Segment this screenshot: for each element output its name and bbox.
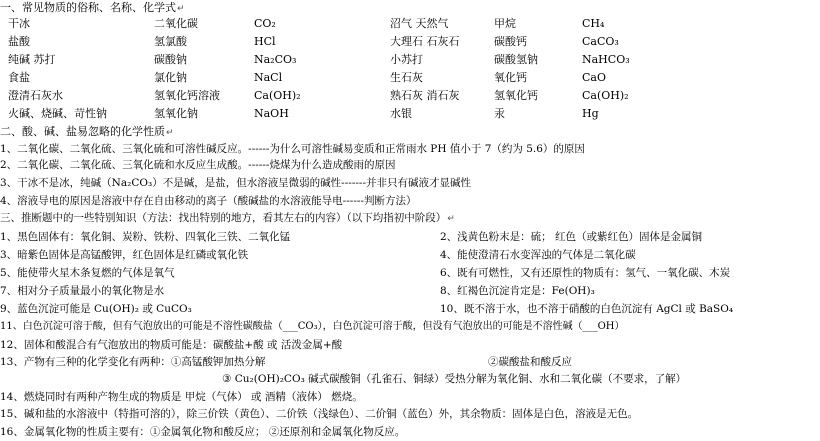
table-cell: 火碱、烧碱、苛性钠 [8,107,107,120]
fact-1: 1、黑色固体有：氧化铜、炭粉、铁粉、四氧化三铁、二氧化锰 [0,231,291,243]
table-cell: 碳酸钠 [154,53,187,66]
table-cell: 氢氧化钙 [494,89,538,102]
table-cell: 氢氯酸 [154,35,187,48]
table-cell: 熟石灰 消石灰 [390,89,460,102]
table-cell: 食盐 [8,71,30,84]
table-cell: 甲烷 [494,17,516,30]
section-2-item-1: 1、二氧化碳、二氧化硫、三氧化硫和可溶性碱反应。------为什么可溶性碱易变质和正常雨水 PH 值小于 7（约为 5.6）的原因 [0,143,585,155]
table-cell: 水银 [390,107,412,120]
fact-2: 2、浅黄色粉末是：硫； 红色（或紫红色）固体是金属铜 [440,231,703,243]
table-cell: Ca(OH)₂ [582,89,629,102]
table-cell: 生石灰 [390,71,423,84]
fact-7: 7、相对分子质量最小的氧化物是水 [0,285,165,297]
section-2-item-4: 4、溶液导电的原因是溶液中存在自由移动的离子（酸碱盐的水溶液能导电------判断方法） [0,195,417,207]
table-cell: Na₂CO₃ [254,53,297,66]
fact-14: 14、燃烧同时有两种产物生成的物质是 甲烷（气体） 或 酒精（液体） 燃烧。 [0,391,363,403]
fact-13-part-2: ②碳酸盐和酸反应 [488,356,572,368]
table-cell: 二氧化碳 [154,17,198,30]
fact-15: 15、碱和盐的水溶液中（特指可溶的），除三价铁（黄色）、二价铁（浅绿色）、二价铜（蓝色）外，其余物质：固体是白色，溶液是无色。 [0,408,639,420]
fact-6: 6、既有可燃性，又有还原性的物质有：氢气、一氧化碳、木炭 [440,267,731,279]
table-cell: 盐酸 [8,35,30,48]
table-cell: 澄清石灰水 [8,89,63,102]
table-cell: 碳酸氢钠 [494,53,538,66]
section-2-title: 二、酸、碱、盐易忽略的化学性质↵ [0,125,174,138]
table-cell: NaHCO₃ [582,53,630,66]
table-cell: 氢氧化钙溶液 [154,89,220,102]
table-cell: 碳酸钙 [494,35,527,48]
fact-4: 4、能使澄清石水变浑浊的气体是二氧化碳 [440,249,636,261]
table-cell: 沼气 天然气 [390,17,449,30]
fact-16: 16、金属氧化物的性质主要有：①金属氧化物和酸反应； ②还原剂和金属氧化物反应。 [0,426,406,438]
table-cell: 纯碱 苏打 [8,53,56,66]
table-cell: NaOH [254,107,289,120]
section-2-item-2: 2、二氧化碳、二氧化硫、三氧化硫和水反应生成酸。------烧煤为什么造成酸雨的原因 [0,159,396,171]
fact-13-part-3: ③ Cu₂(OH)₂CO₃ 碱式碳酸铜（孔雀石、铜绿）受热分解为氧化铜、水和二氧化碳（不要求，了解） [222,373,687,385]
table-cell: CH₄ [582,17,605,30]
table-cell: HCl [254,35,276,48]
section-2-item-3: 3、干冰不是冰，纯碱（Na₂CO₃）不是碱，是盐，但水溶液呈微弱的碱性-------并非只有碱液才显碱性 [0,177,472,189]
fact-8: 8、红褐色沉淀肯定是：Fe(OH)₃ [440,285,595,297]
table-cell: Ca(OH)₂ [254,89,301,102]
fact-10: 10、既不溶于水，也不溶于硝酸的白色沉淀有 AgCl 或 BaSO₄ [440,303,734,315]
table-cell: 氧化钙 [494,71,527,84]
table-cell: 小苏打 [390,53,423,66]
table-cell: Hg [582,107,599,120]
table-cell: CaO [582,71,606,84]
table-cell: 大理石 石灰石 [390,35,460,48]
fact-3: 3、暗紫色固体是高锰酸钾，红色固体是红磷或氧化铁 [0,249,249,261]
table-cell: 氢氧化钠 [154,107,198,120]
table-cell: 氯化钠 [154,71,187,84]
table-cell: 汞 [494,107,505,120]
section-1-title: 一、常见物质的俗称、名称、化学式↵ [0,1,185,14]
fact-5: 5、能使带火星木条复燃的气体是氧气 [0,267,175,279]
table-cell: CaCO₃ [582,35,619,48]
table-cell: CO₂ [254,17,276,30]
fact-12: 12、固体和酸混合有气泡放出的物质可能是：碳酸盐+酸 或 活泼金属+酸 [0,339,343,351]
fact-13-part-1: 13、产物有三种的化学变化有两种：①高锰酸钾加热分解 [0,356,266,368]
section-3-title: 三、推断题中的一些特别知识（方法：找出特别的地方，看其左右的内容）（以下均指初中阶段）↵ [0,212,455,224]
table-cell: NaCl [254,71,283,84]
table-cell: 干冰 [8,17,30,30]
fact-11: 11、白色沉淀可溶于酸，但有气泡放出的可能是不溶性碳酸盐（___CO₃），白色沉淀可溶于酸，但没有气泡放出的可能是不溶性碱（___OH） [0,321,625,332]
fact-9: 9、蓝色沉淀可能是 Cu(OH)₂ 或 CuCO₃ [0,303,192,315]
